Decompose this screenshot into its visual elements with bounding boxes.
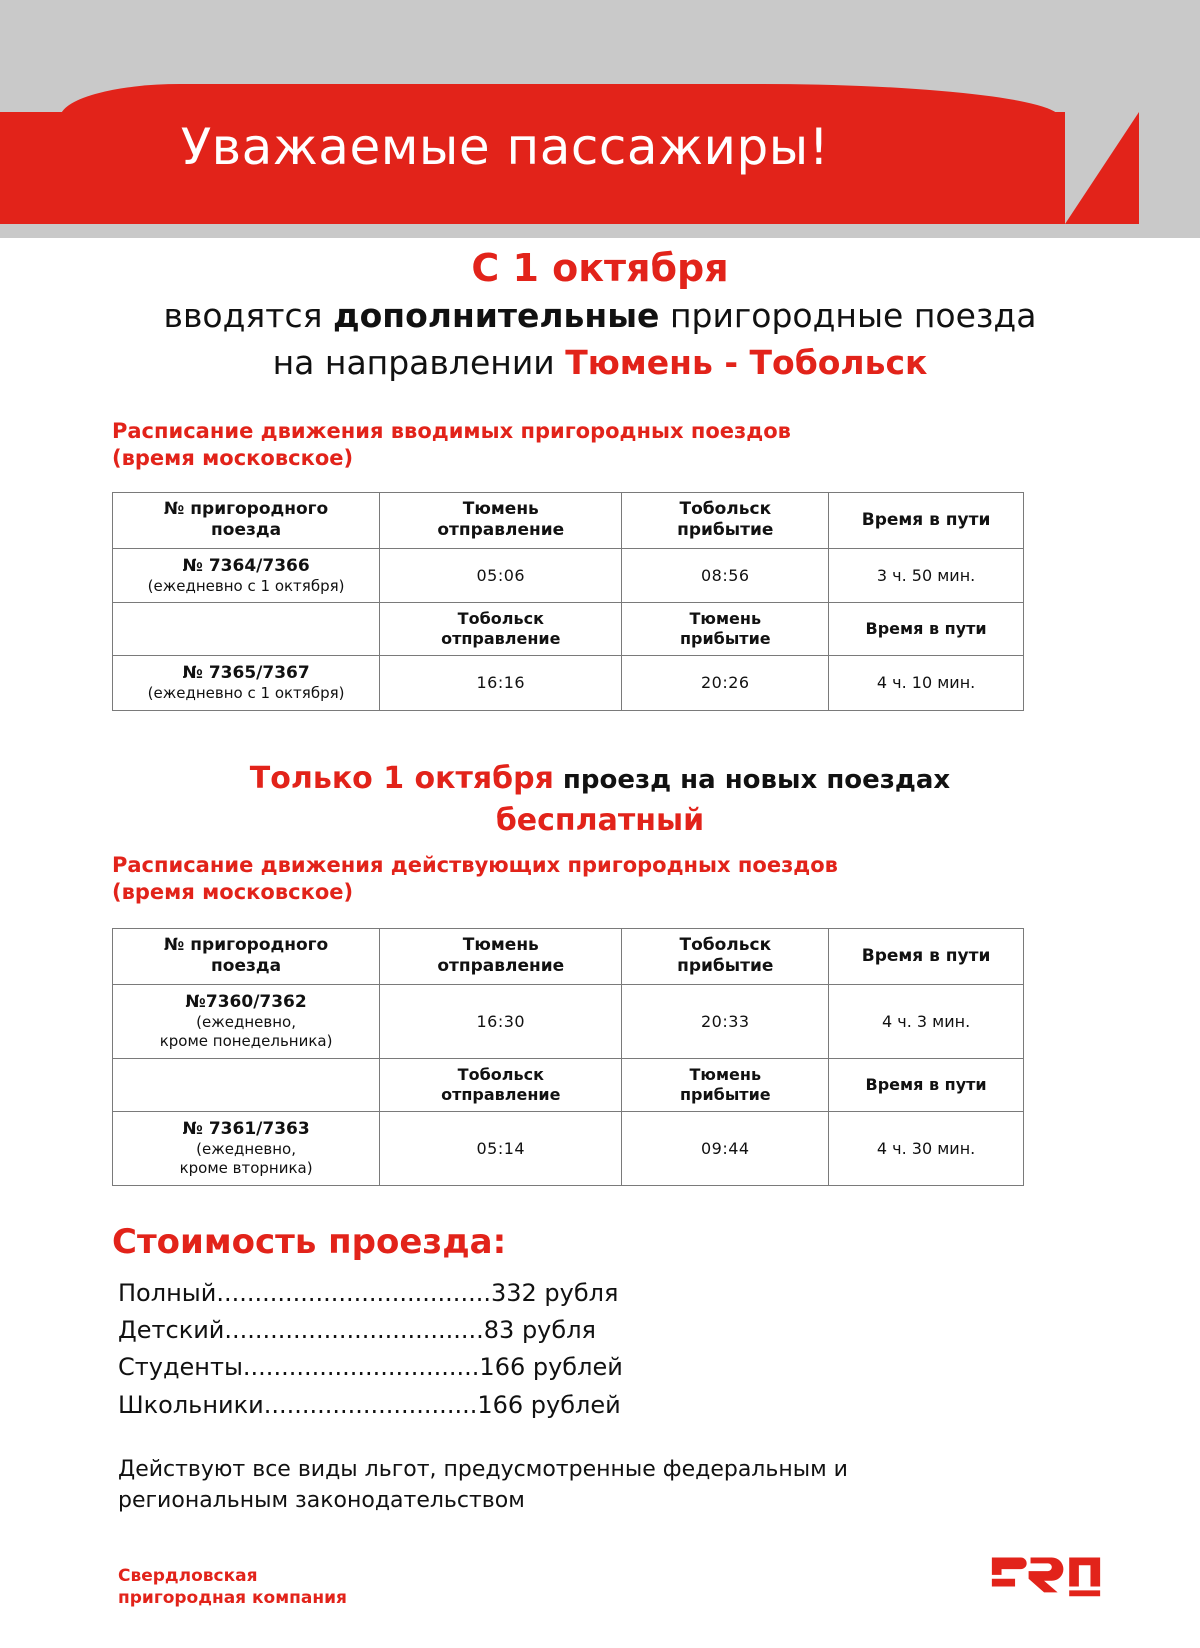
- header-tyumen-arrival-l1: Тюмень: [689, 609, 762, 629]
- cell-departure: 05:14: [380, 1111, 622, 1185]
- header-train-number: [113, 929, 380, 985]
- table-row-header: [113, 493, 1024, 549]
- header-tobolsk-departure: [380, 603, 622, 656]
- cell-train-number: [113, 984, 380, 1058]
- train-number-note: (ежедневно с 1 октября): [147, 576, 345, 595]
- headline-line2-after: пригородные поезда: [659, 296, 1037, 335]
- header-tobolsk-arrival: [622, 929, 829, 985]
- cell-arrival: 08:56: [622, 548, 829, 603]
- headline-date: С 1 октября: [471, 246, 729, 290]
- header-tobolsk-departure-l1: Тобольск: [457, 609, 544, 629]
- table-row: [113, 548, 1024, 603]
- header-train-number-l1: № пригородного: [163, 499, 329, 519]
- train-number-note-l1: (ежедневно,: [196, 1012, 296, 1031]
- caption-new-line2: (время московское): [112, 446, 354, 471]
- price-row: [118, 1312, 623, 1349]
- price-dots: ............................: [263, 1390, 478, 1419]
- train-number-value: № 7365/7367: [182, 663, 310, 684]
- header-tyumen-departure: [380, 929, 622, 985]
- header-travel-time: Время в пути: [829, 929, 1024, 985]
- table-row: [113, 656, 1024, 711]
- free-ride-text: проезд на новых поездах: [553, 765, 951, 795]
- header-tobolsk-arrival: [622, 493, 829, 549]
- table-existing-trains: [112, 928, 1024, 1186]
- cell-empty: [113, 1058, 380, 1111]
- table-row: [113, 984, 1024, 1058]
- header-tobolsk-departure: [380, 1058, 622, 1111]
- header-train-number-l2: поезда: [211, 956, 282, 977]
- cell-duration: 3 ч. 50 мин.: [829, 548, 1024, 603]
- header-tyumen-arrival: [622, 603, 829, 656]
- price-row: [118, 1275, 623, 1312]
- header-tyumen-arrival: [622, 1058, 829, 1111]
- cell-train-number: [113, 656, 380, 711]
- table-row-subheader: [113, 1058, 1024, 1111]
- header-travel-time-back: Время в пути: [829, 603, 1024, 656]
- header-travel-time-back: Время в пути: [829, 1058, 1024, 1111]
- train-number-value: № 7364/7366: [182, 555, 310, 576]
- header-tyumen-departure: [380, 493, 622, 549]
- cell-duration: 4 ч. 10 мин.: [829, 656, 1024, 711]
- header-tobolsk-arrival-l2: прибытие: [677, 520, 774, 541]
- headline-line-3: [0, 343, 1200, 382]
- train-number-value: №7360/7362: [185, 991, 307, 1012]
- header-train-number: [113, 493, 380, 549]
- legal-note: [118, 1455, 1018, 1517]
- headline-line3-before: на направлении: [272, 343, 566, 382]
- header-tobolsk-arrival-l1: Тобольск: [679, 499, 772, 519]
- table-new-trains: [112, 492, 1024, 711]
- train-number-note-l2: кроме вторника): [179, 1159, 313, 1178]
- header-tobolsk-departure-l2: отправление: [441, 629, 561, 649]
- free-ride-notice: [0, 760, 1200, 839]
- price-row: [118, 1349, 623, 1386]
- rzd-logo: [988, 1544, 1104, 1602]
- header-tyumen-departure-l2: отправление: [437, 520, 565, 541]
- price-list: [118, 1275, 623, 1424]
- cell-departure: 16:30: [380, 984, 622, 1058]
- header-tyumen-arrival-l2: прибытие: [679, 1084, 771, 1104]
- headline-line-2: [0, 296, 1200, 335]
- header-train-number-l1: № пригородного: [163, 935, 329, 955]
- header-train-number-l2: поезда: [211, 520, 282, 541]
- header-tyumen-arrival-l1: Тюмень: [689, 1064, 762, 1084]
- banner-title: Уважаемые пассажиры!: [180, 118, 830, 176]
- cell-duration: 4 ч. 30 мин.: [829, 1111, 1024, 1185]
- headline-line2-bold: дополнительные: [332, 296, 660, 335]
- price-value: 166 рублей: [479, 1353, 623, 1382]
- header-travel-time: Время в пути: [829, 493, 1024, 549]
- price-label: Школьники: [118, 1390, 264, 1419]
- free-ride-word: бесплатный: [495, 802, 705, 838]
- header-tobolsk-departure-l1: Тобольск: [457, 1064, 544, 1084]
- header-tyumen-departure-l1: Тюмень: [462, 499, 539, 519]
- cell-departure: 16:16: [380, 656, 622, 711]
- price-label: Детский: [118, 1316, 225, 1345]
- table-row-header: [113, 929, 1024, 985]
- price-label: Полный: [118, 1279, 217, 1307]
- price-value: 332 рубля: [490, 1279, 619, 1307]
- legal-line-2: региональным законодательством: [118, 1487, 525, 1513]
- price-label: Студенты: [118, 1353, 243, 1382]
- header-tyumen-arrival-l2: прибытие: [679, 629, 771, 649]
- headline-block: [0, 238, 1200, 382]
- price-value: 166 рублей: [477, 1390, 621, 1419]
- price-section-title: Стоимость проезда:: [112, 1222, 507, 1262]
- price-dots: ..................................: [224, 1316, 484, 1345]
- cell-arrival: 20:26: [622, 656, 829, 711]
- price-dots: ....................................: [216, 1279, 491, 1307]
- headline-route: Тюмень - Тобольск: [565, 343, 928, 382]
- header-tobolsk-arrival-l2: прибытие: [677, 956, 774, 977]
- cell-duration: 4 ч. 3 мин.: [829, 984, 1024, 1058]
- header-tyumen-departure-l2: отправление: [437, 956, 565, 977]
- table-row: [113, 1111, 1024, 1185]
- cell-departure: 05:06: [380, 548, 622, 603]
- train-number-note-l1: (ежедневно,: [196, 1139, 296, 1158]
- company-name-l2: пригородная компания: [118, 1588, 347, 1609]
- caption-existing-schedule: [112, 852, 838, 907]
- header-tyumen-departure-l1: Тюмень: [462, 935, 539, 955]
- price-row: [118, 1387, 623, 1424]
- cell-train-number: [113, 1111, 380, 1185]
- free-ride-date: Только 1 октября: [249, 761, 554, 796]
- cell-train-number: [113, 548, 380, 603]
- headline-line2-before: вводятся: [163, 296, 333, 335]
- train-number-note: (ежедневно с 1 октября): [147, 684, 345, 703]
- legal-line-1: Действуют все виды льгот, предусмотренные федеральным и: [118, 1457, 848, 1482]
- company-name-l1: Свердловская: [118, 1566, 258, 1586]
- caption-new-schedule: [112, 418, 791, 473]
- company-name: [118, 1565, 347, 1609]
- header-tobolsk-departure-l2: отправление: [441, 1084, 561, 1104]
- caption-new-line1: Расписание движения вводимых пригородных поездов: [112, 419, 791, 443]
- cell-arrival: 20:33: [622, 984, 829, 1058]
- caption-existing-line1: Расписание движения действующих пригородных поездов: [112, 853, 838, 877]
- header-tobolsk-arrival-l1: Тобольск: [679, 935, 772, 955]
- cell-arrival: 09:44: [622, 1111, 829, 1185]
- cell-empty: [113, 603, 380, 656]
- caption-existing-line2: (время московское): [112, 880, 354, 905]
- train-number-value: № 7361/7363: [182, 1118, 310, 1139]
- train-number-note-l2: кроме понедельника): [159, 1032, 333, 1051]
- price-value: 83 рубля: [483, 1316, 596, 1345]
- table-row-subheader: [113, 603, 1024, 656]
- price-dots: ...............................: [242, 1353, 480, 1382]
